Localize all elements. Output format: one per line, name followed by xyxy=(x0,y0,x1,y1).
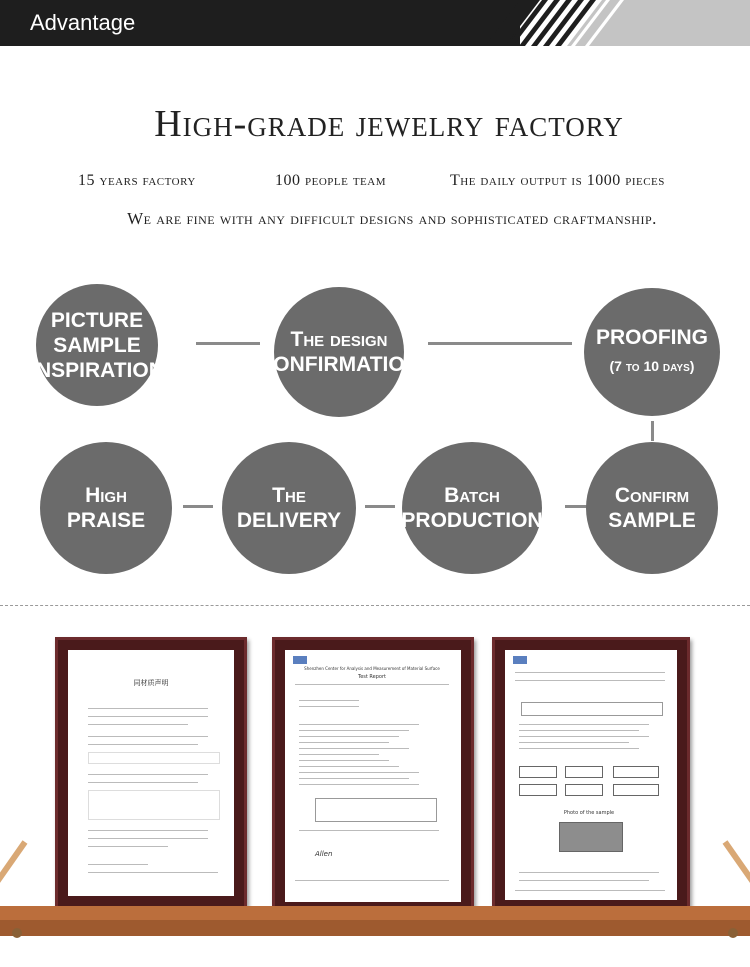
connector-line xyxy=(565,505,587,508)
section-divider xyxy=(0,605,750,606)
header-bar xyxy=(0,0,520,46)
step-delivery: The DELIVERY xyxy=(222,442,356,574)
section-title: Advantage xyxy=(30,10,136,35)
declaration-title: 同材质声明 xyxy=(133,679,169,687)
test-report-document xyxy=(505,650,677,900)
connector-line xyxy=(196,342,260,345)
connector-line xyxy=(651,421,654,441)
step-proofing-label: PROOFING xyxy=(595,326,708,349)
certificate-frame-declaration xyxy=(55,637,247,909)
step-design-confirmation: The design CONFIRMATION xyxy=(274,287,404,417)
shelf-screw xyxy=(12,928,22,938)
shelf-screw xyxy=(728,928,738,938)
lab-logo xyxy=(293,656,307,664)
fact-team: 100 people team xyxy=(275,172,386,189)
header-stripes-decoration xyxy=(485,0,750,46)
test-report-document: Shenzhen Center for Analysis and Measurement of Material Surface Test Report Allen xyxy=(285,650,461,902)
connector-line xyxy=(183,505,213,508)
sample-photo xyxy=(559,822,623,852)
declaration-document xyxy=(68,650,234,896)
step-proofing-duration: (7 to 10 days) xyxy=(609,358,695,374)
step-high-praise: High PRAISE xyxy=(40,442,172,574)
fact-output: The daily output is 1000 pieces xyxy=(450,172,665,189)
section-header xyxy=(0,0,750,46)
connector-line xyxy=(428,342,572,345)
step-confirm-sample: Confirm SAMPLE xyxy=(586,442,718,574)
step-picture-sample: PICTURE SAMPLE INSPIRATION xyxy=(36,284,158,406)
capability-statement: We are fine with any difficult designs and sophisticated craftmanship. xyxy=(127,209,657,228)
headline: High-grade jewelry factory xyxy=(154,103,624,145)
shelf-edge xyxy=(0,920,750,936)
connector-line xyxy=(365,505,395,508)
lab-logo xyxy=(513,656,527,664)
fact-years: 15 years factory xyxy=(78,172,196,189)
certificate-frame-report-1 xyxy=(272,637,474,915)
report-title: Test Report xyxy=(357,674,386,680)
step-batch-production: Batch PRODUCTION xyxy=(402,442,542,574)
report-org: Shenzhen Center for Analysis and Measurement of Material Surface xyxy=(304,666,440,671)
certificate-frame-report-2 xyxy=(492,637,690,913)
sample-photo-caption: Photo of the sample xyxy=(563,810,615,816)
step-proofing xyxy=(584,288,720,416)
